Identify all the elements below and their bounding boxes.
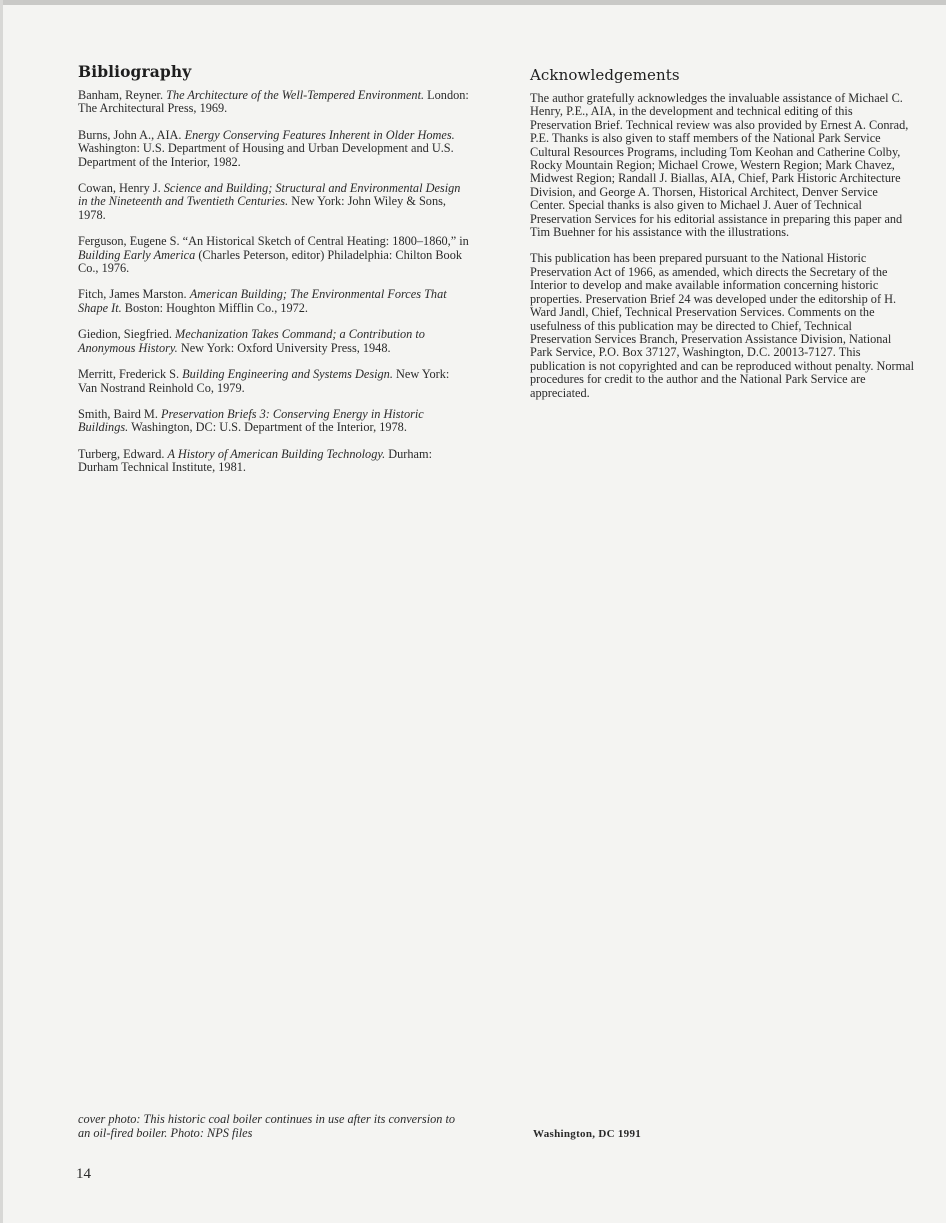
bibliography-entry-publisher: New York: Van Nostrand Reinhold Co, 1979. bbox=[78, 367, 450, 395]
bibliography-entry bbox=[78, 328, 470, 355]
acknowledgements-heading: Acknowledgements bbox=[530, 66, 680, 84]
bibliography-entry-title: A History of American Building Technology. bbox=[167, 446, 386, 461]
bibliography-entry-title: The Architecture of the Well-Tempered Environment. bbox=[166, 88, 425, 102]
bibliography-entry-publisher: New York: Oxford University Press, 1948. bbox=[177, 340, 391, 355]
bibliography-entry-author: Burns, John A., AIA. bbox=[78, 127, 185, 142]
bibliography-entry-publisher: Boston: Houghton Mifflin Co., 1972. bbox=[121, 300, 309, 315]
acknowledgements-paragraph: The author gratefully acknowledges the invaluable assistance of Michael C. Henry, P.E., AIA, in the development and technical editing of this Preservation Brief. Technical review was also provided by Ernest A. Conrad, P.E. Thanks is also given to staff members of the National Park Service Cultural Resources Programs, including Tom Keohan and Catherine Colby, Rocky Mountain Region; Michael Crowe, Western Region; Mark Chavez, Midwest Region; Randall J. Biallas, AIA, Chief, Park Historic Architecture Division, and George A. Thorsen, Historical Architect, Denver Service Center. Special thanks is also given to Michael J. Auer of Technical Preservation Services for his editorial assistance in preparing this paper and Tim Buehner for his assistance with the illustrations. bbox=[530, 91, 909, 240]
bibliography-entry-title: Building Engineering and Systems Design. bbox=[182, 367, 393, 382]
bibliography-entry-publisher: Durham: Durham Technical Institute, 1981. bbox=[78, 446, 432, 475]
bibliography-heading: Bibliography bbox=[78, 62, 192, 81]
bibliography-entry-author: Cowan, Henry J. bbox=[78, 181, 164, 196]
bibliography-entry bbox=[78, 182, 470, 222]
cover-photo-caption: cover photo: This historic coal boiler continues in use after its conversion to an oil-fired boiler. Photo: NPS files bbox=[78, 1112, 456, 1140]
bibliography-entry-publisher: Washington, DC: U.S. Department of the Interior, 1978. bbox=[128, 420, 407, 435]
page-edge-top bbox=[0, 0, 946, 5]
bibliography-entry-publisher: New York: John Wiley & Sons, 1978. bbox=[78, 194, 446, 222]
bibliography-entry-publisher: (Charles Peterson, editor) Philadelphia: Chilton Book Co., 1976. bbox=[78, 247, 463, 276]
bibliography-entry-title: Energy Conserving Features Inherent in Older Homes. bbox=[184, 127, 455, 142]
bibliography-entry-author: Smith, Baird M. bbox=[78, 406, 162, 421]
bibliography-entry bbox=[78, 368, 470, 395]
bibliography-entry-title: Preservation Briefs 3: Conserving Energy in Historic Buildings. bbox=[78, 406, 424, 435]
imprint-place-date: Washington, DC 1991 bbox=[533, 1128, 642, 1140]
bibliography-entry-author: Banham, Reyner. bbox=[78, 88, 167, 102]
acknowledgements-column bbox=[530, 66, 916, 413]
page-edge-left bbox=[0, 0, 3, 1223]
bibliography-entry bbox=[78, 288, 470, 315]
bibliography-column bbox=[78, 62, 470, 488]
bibliography-entry bbox=[78, 408, 470, 435]
bibliography-entry-title: Science and Building; Structural and Environmental Design in the Nineteenth and Twentieth Centuries. bbox=[78, 181, 461, 209]
bibliography-list bbox=[78, 89, 470, 475]
bibliography-entry-author: Fitch, James Marston. bbox=[78, 287, 190, 302]
bibliography-entry bbox=[78, 235, 470, 275]
bibliography-entry-author: Merritt, Frederick S. bbox=[78, 367, 183, 382]
bibliography-entry-author: Turberg, Edward. bbox=[78, 446, 168, 461]
bibliography-entry-author: Ferguson, Eugene S. “An Historical Sketch of Central Heating: 1800–1860,” in bbox=[78, 234, 469, 249]
publication-notice-paragraph: This publication has been prepared pursuant to the National Historic Preservation Act of 1966, as amended, which directs the Secretary of the Interior to develop and make available information concerning historic properties. Preservation Brief 24 was developed under the editorship of H. Ward Jandl, Chief, Technical Preservation Services. Comments on the usefulness of this publication may be directed to Chief, Technical Preservation Services Branch, Preservation Assistance Division, National Park Service, P.O. Box 37127, Washington, D.C. 20013-7127. This publication is not copyrighted and can be reproduced without penalty. Normal procedures for credit to the author and the National Park Service are appreciated. bbox=[530, 251, 915, 400]
bibliography-entry-title: American Building; The Environmental Forces That Shape It. bbox=[78, 287, 447, 315]
bibliography-entry-publisher: Washington: U.S. Department of Housing and Urban Development and U.S. Department of the Interior, 1982. bbox=[78, 141, 454, 169]
bibliography-entry bbox=[78, 129, 470, 169]
bibliography-entry-title: Building Early America bbox=[78, 247, 196, 262]
bibliography-entry bbox=[78, 448, 470, 475]
bibliography-entry-publisher: London: The Architectural Press, 1969. bbox=[78, 88, 469, 116]
page-number: 14 bbox=[76, 1166, 91, 1182]
bibliography-entry-author: Giedion, Siegfried. bbox=[78, 327, 175, 342]
bibliography-entry-title: Mechanization Takes Command; a Contribution to Anonymous History. bbox=[78, 327, 425, 355]
bibliography-entry bbox=[78, 89, 470, 116]
